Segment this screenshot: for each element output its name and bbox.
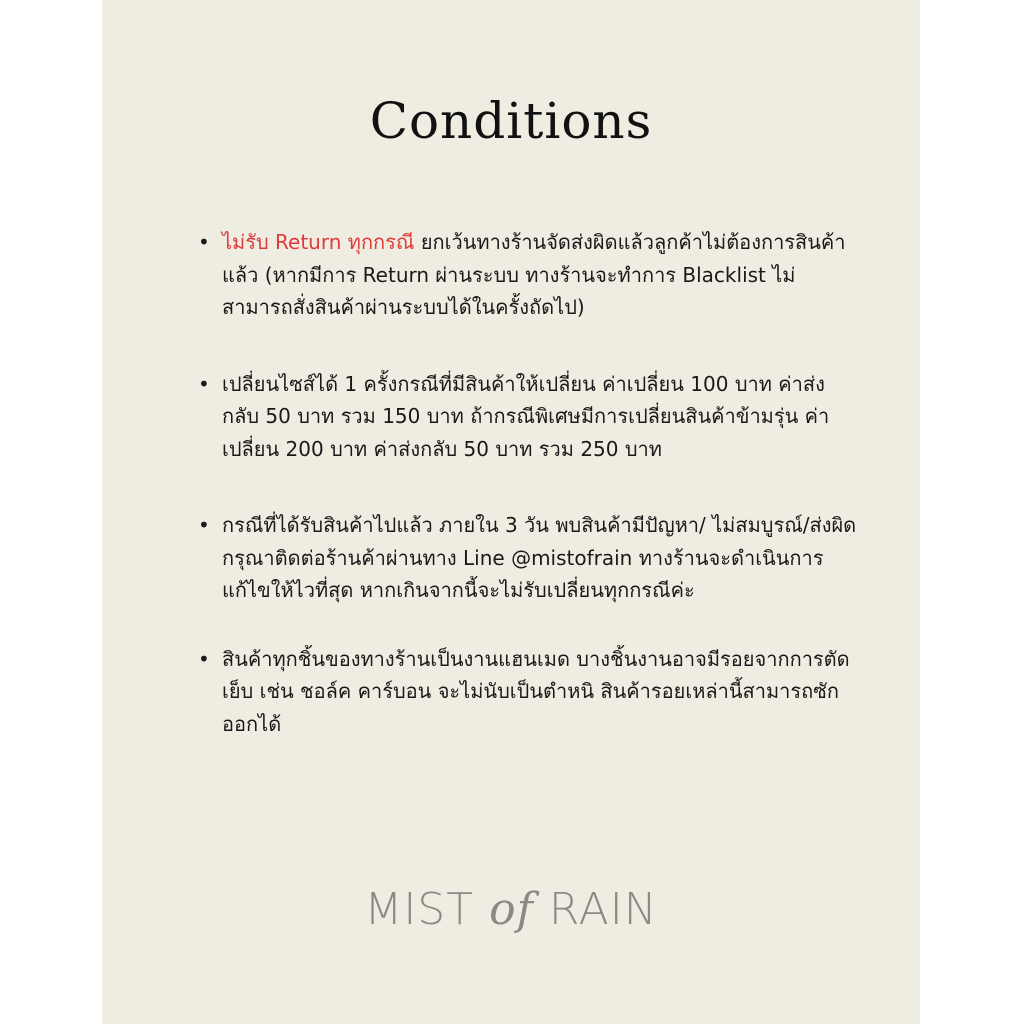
brand-part-mist: MIST [364,884,490,935]
condition-text: ยกเว้นทางร้านจัดส่งผิดแล้วลูกค้าไม่ต้องการสินค้าแล้ว (หากมีการ Return ผ่านระบบ ทางร้านจะทำการ Blacklist ไม่สามารถสั่งสินค้าผ่านระบบได้ในครั้งถัดไป) [222,230,846,319]
condition-text: สินค้าทุกชิ้นของทางร้านเป็นงานแฮนเมด บางชิ้นงานอาจมีรอยจากการตัดเย็บ เช่น ชอล์ค คาร์บอน จะไม่นับเป็นตำหนิ สินค้ารอยเหล่านี้สามารถซักออกได้ [222,646,850,736]
bullet-icon: • [198,230,210,254]
condition-text: กรณีที่ได้รับสินค้าไปแล้ว ภายใน 3 วัน พบสินค้ามีปัญหา/ ไม่สมบูรณ์/ส่งผิด กรุณาติดต่อร้านค้าผ่านทาง Line @mistofrain ทางร้านจะดำเนินการแก้ไขให้ไวที่สุด หากเกินจากนี้จะไม่รับเปลี่ยนทุกกรณีค่ะ [222,513,857,602]
condition-highlight: ไม่รับ Return ทุกกรณี [222,230,415,254]
brand-part-of: of [489,884,534,935]
conditions-list [198,226,858,784]
bullet-icon: • [198,371,210,396]
condition-item-2 [198,368,858,466]
conditions-page [102,0,920,1024]
condition-item-3 [198,509,858,607]
brand-logo [102,884,920,935]
bullet-icon: • [198,646,210,671]
condition-item-1 [198,226,858,324]
brand-part-rain: RAIN [533,884,658,935]
page-title: Conditions [369,92,653,150]
condition-text: เปลี่ยนไซส์ได้ 1 ครั้งกรณีที่มีสินค้าให้เปลี่ยน ค่าเปลี่ยน 100 บาท ค่าส่งกลับ 50 บาท รวม 150 บาท ถ้ากรณีพิเศษมีการเปลี่ยนสินค้าข้ามรุ่น ค่าเปลี่ยน 200 บาท ค่าส่งกลับ 50 บาท รวม 250 บาท [222,371,830,461]
bullet-icon: • [198,513,210,537]
condition-item-4 [198,643,858,741]
